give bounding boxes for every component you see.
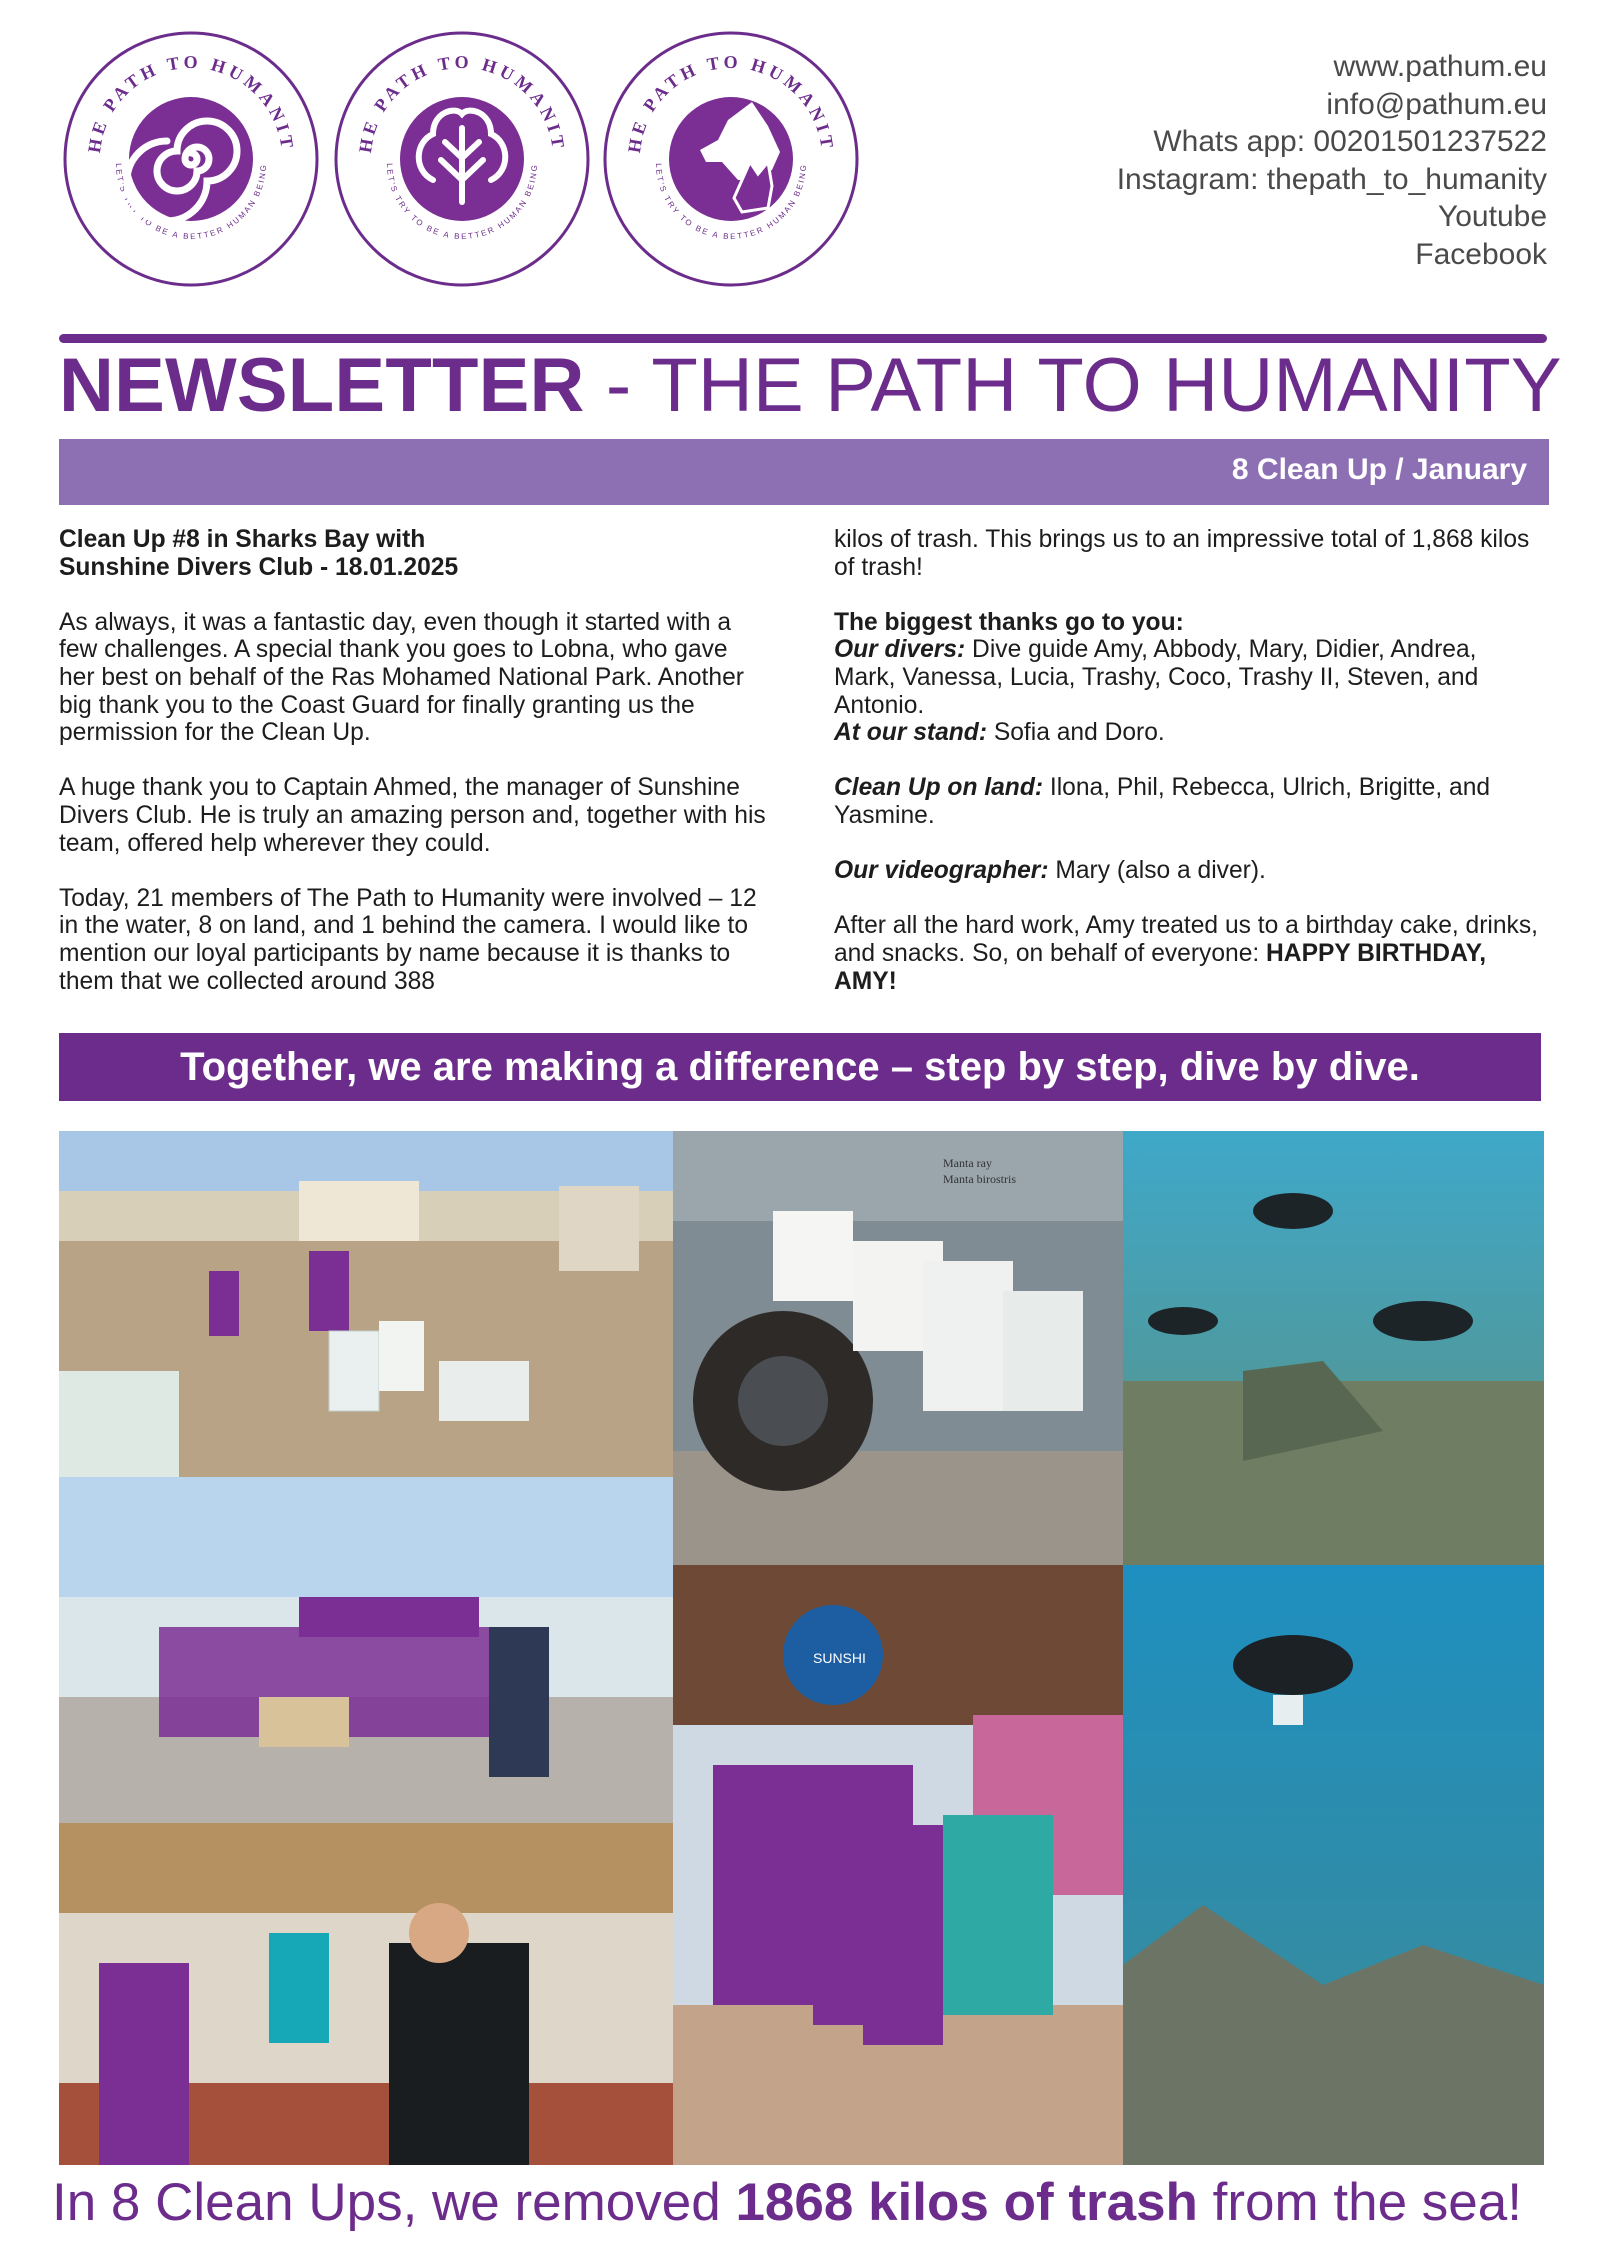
svg-text:LET'S TRY TO BE A BETTER HUMAN: LET'S TRY TO BE A BETTER HUMAN BEING <box>653 162 809 242</box>
logo-dog-cat <box>602 30 860 288</box>
svg-text:LET'S TRY TO BE A BETTER HUMAN: LET'S TRY TO BE A BETTER HUMAN BEING <box>113 162 269 242</box>
email-link[interactable]: info@pathum.eu <box>1326 87 1547 121</box>
footer-post: from the sea! <box>1197 2173 1522 2232</box>
whatsapp-text: Whats app: 00201501237522 <box>1153 125 1547 158</box>
photo-group-team <box>59 1477 673 1823</box>
stand-label: At our stand: <box>834 719 988 747</box>
video-label: Our videographer: <box>834 857 1049 885</box>
photo-beach-trash-bags <box>59 1131 673 1477</box>
closing-paragraph <box>834 912 1544 995</box>
heading-line-1: Clean Up #8 in Sharks Bay with <box>59 526 426 553</box>
footer-pre: In 8 Clean Ups, we removed <box>52 2173 736 2232</box>
logo-spiral <box>62 30 320 288</box>
land-block <box>834 774 1544 829</box>
sign-text-3: SUNSHI <box>813 1650 866 1666</box>
sign-text-1: Manta ray <box>943 1156 992 1170</box>
video-block <box>834 857 1544 885</box>
title-rest: - THE PATH TO HUMANITY <box>584 343 1562 428</box>
closing-bold: HAPPY BIRTHDAY, AMY! <box>834 939 1487 995</box>
website-link[interactable]: www.pathum.eu <box>1333 50 1547 83</box>
photo-diver-collecting <box>1123 1565 1544 2165</box>
thanks-block <box>834 609 1544 747</box>
paragraph-continued: kilos of trash. This brings us to an impressive total of 1,868 kilos of trash! <box>834 526 1530 581</box>
thanks-heading: The biggest thanks go to you: <box>834 608 1184 636</box>
logo-tree <box>333 30 591 288</box>
svg-text:THE PATH TO HUMANITY: HE PATH TO HUMANIT <box>623 51 838 155</box>
photo-diver-selfie <box>59 1823 673 2165</box>
land-label: Clean Up on land: <box>834 774 1044 802</box>
photo-bags-and-tire <box>673 1131 1123 1565</box>
issue-label: 8 Clean Up / January <box>1231 453 1527 486</box>
svg-text:THE PATH TO HUMANITY: HE PATH TO HUMANIT <box>354 51 569 155</box>
youtube-link[interactable]: Youtube <box>1437 200 1547 233</box>
photo-four-women <box>673 1565 1123 2165</box>
footer-statement <box>52 2170 1552 2236</box>
sign-text-2: Manta birostris <box>943 1172 1016 1186</box>
issue-banner <box>59 439 1549 505</box>
svg-text:LET'S TRY TO BE A BETTER HUMAN: LET'S TRY TO BE A BETTER HUMAN BEING <box>384 162 540 242</box>
photo-divers-underwater <box>1123 1131 1544 1565</box>
contact-block <box>1117 48 1547 273</box>
video-credit: Mary (also a diver). <box>1048 857 1266 885</box>
paragraph-2: A huge thank you to Captain Ahmed, the manager of Sunshine Divers Club. He is truly an amazing person and, together with his team, offered help wherever they could. <box>59 774 766 857</box>
article-heading <box>59 526 769 581</box>
heading-line-2: Sunshine Divers Club - 18.01.2025 <box>59 553 459 581</box>
stand-list: Sofia and Doro. <box>987 719 1165 747</box>
footer-bold: 1868 kilos of trash <box>735 2173 1198 2232</box>
page-title <box>59 338 1562 434</box>
closing-text: After all the hard work, Amy treated us to a birthday cake, drinks, and snacks. So, on behalf of everyone: <box>834 912 1538 967</box>
divers-label: Our divers: <box>834 636 966 664</box>
right-column <box>834 526 1544 1023</box>
title-bold: NEWSLETTER <box>59 343 585 428</box>
facebook-link[interactable]: Facebook <box>1415 237 1547 271</box>
land-list: Ilona, Phil, Rebecca, Ulrich, Brigitte, and Yasmine. <box>834 774 1491 829</box>
svg-text:THE PATH TO HUMANITY: HE PATH TO HUMANIT <box>83 51 298 155</box>
paragraph-3: Today, 21 members of The Path to Humanity were involved – 12 in the water, 8 on land, and 1 behind the camera. I would like to mention our loyal participants by name because it is thanks to them that we collected around 388 <box>59 884 757 995</box>
divers-list: Dive guide Amy, Abbody, Mary, Didier, Andrea, Mark, Vanessa, Lucia, Trashy, Coco, Trashy II, Steven, and Antonio. <box>834 636 1479 719</box>
left-column <box>59 526 769 1023</box>
paragraph-1: As always, it was a fantastic day, even though it started with a few challenges. A special thank you goes to Lobna, who gave her best on behalf of the Ras Mohamed National Park. Another big thank you to the Coast Guard for finally granting us the permission for the Clean Up. <box>59 608 744 747</box>
instagram-text: Instagram: thepath_to_humanity <box>1116 162 1547 196</box>
quote-banner: Together, we are making a difference – step by step, dive by dive. <box>59 1033 1541 1101</box>
